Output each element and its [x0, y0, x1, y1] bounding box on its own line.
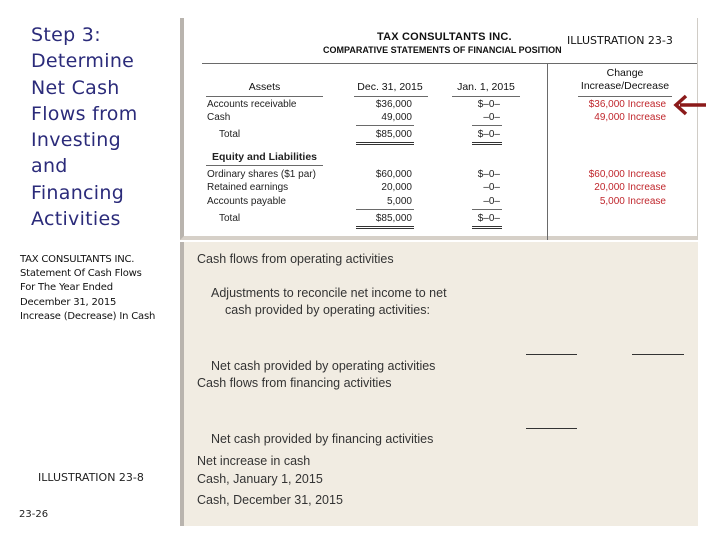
- cash-december: Cash, December 31, 2015: [197, 493, 343, 507]
- row-jan: –0–: [483, 196, 500, 207]
- row-label-total: Total: [219, 129, 241, 140]
- row-label: Accounts payable: [207, 196, 286, 207]
- row-dec: 20,000: [381, 182, 412, 193]
- row-jan: –0–: [483, 112, 500, 123]
- row-change: 5,000 Increase: [599, 196, 666, 207]
- col-assets-header: Assets: [248, 81, 281, 93]
- statement-subtitle: COMPARATIVE STATEMENTS OF FINANCIAL POSITION: [323, 45, 562, 55]
- row-jan-total: $–0–: [477, 129, 500, 140]
- operating-heading: Cash flows from operating activities: [197, 252, 394, 266]
- total-double-rule: [356, 226, 414, 229]
- statement-caption: TAX CONSULTANTS INC. Statement Of Cash Flows For The Year Ended December 31, 2015 Increase (Decrease) In Cash: [20, 254, 156, 322]
- row-change: 20,000 Increase: [594, 182, 666, 193]
- col-jan-header: Jan. 1, 2015: [457, 81, 515, 93]
- row-dec-total: $85,000: [375, 213, 412, 224]
- total-double-rule: [472, 142, 502, 145]
- dec-header-underline: [354, 96, 428, 97]
- row-label: Retained earnings: [207, 182, 289, 193]
- company-name: TAX CONSULTANTS INC.: [377, 31, 512, 43]
- row-dec-total: $85,000: [375, 129, 412, 140]
- change-header-underline: [578, 96, 672, 97]
- slide-number: 23-26: [19, 509, 49, 520]
- col-dec-header: Dec. 31, 2015: [357, 81, 423, 93]
- blank-line: [526, 428, 577, 429]
- blank-line: [526, 354, 577, 355]
- row-label-total: Total: [219, 213, 241, 224]
- total-double-rule: [472, 226, 502, 229]
- row-label: Cash: [207, 112, 231, 123]
- row-dec: $36,000: [375, 99, 412, 110]
- equity-heading-underline: [206, 165, 323, 166]
- row-jan: $–0–: [477, 169, 500, 180]
- jan-header-underline: [452, 96, 520, 97]
- row-jan: –0–: [483, 182, 500, 193]
- col-change-header-2: Increase/Decrease: [580, 80, 670, 92]
- subtotal-rule: [356, 125, 414, 126]
- total-double-rule: [356, 142, 414, 145]
- row-label: Accounts receivable: [207, 99, 297, 110]
- cash-january: Cash, January 1, 2015: [197, 472, 323, 486]
- financing-heading: Cash flows from financing activities: [197, 376, 392, 390]
- row-dec: 49,000: [381, 112, 412, 123]
- assets-header-underline: [206, 96, 323, 97]
- row-dec: 5,000: [386, 196, 412, 207]
- net-increase: Net increase in cash: [197, 454, 311, 468]
- illustration-label-top: ILLUSTRATION 23-3: [567, 34, 673, 47]
- illustration-label-left: ILLUSTRATION 23-8: [38, 471, 144, 484]
- adjustments-line-1: Adjustments to reconcile net income to net: [211, 286, 447, 300]
- net-operating: Net cash provided by operating activities: [211, 359, 436, 373]
- subtotal-rule: [472, 125, 502, 126]
- blank-line: [632, 354, 684, 355]
- net-financing: Net cash provided by financing activities: [211, 432, 434, 446]
- subtotal-rule: [356, 209, 414, 210]
- row-change: 49,000 Increase: [594, 112, 666, 123]
- col-change-header-1: Change: [606, 67, 644, 79]
- row-label: Ordinary shares ($1 par): [207, 169, 316, 180]
- left-arrow-icon: [672, 93, 708, 117]
- subtotal-rule: [472, 209, 502, 210]
- column-separator: [547, 63, 548, 240]
- header-rule: [202, 63, 697, 64]
- equity-heading: Equity and Liabilities: [212, 151, 318, 163]
- adjustments-line-2: cash provided by operating activities:: [225, 303, 430, 317]
- row-change: $36,000 Increase: [588, 99, 666, 110]
- step-title: Step 3: Determine Net Cash Flows from Investing and Financing Activities: [31, 24, 138, 231]
- row-jan-total: $–0–: [477, 213, 500, 224]
- row-jan: $–0–: [477, 99, 500, 110]
- row-change: $60,000 Increase: [588, 169, 666, 180]
- row-dec: $60,000: [375, 169, 412, 180]
